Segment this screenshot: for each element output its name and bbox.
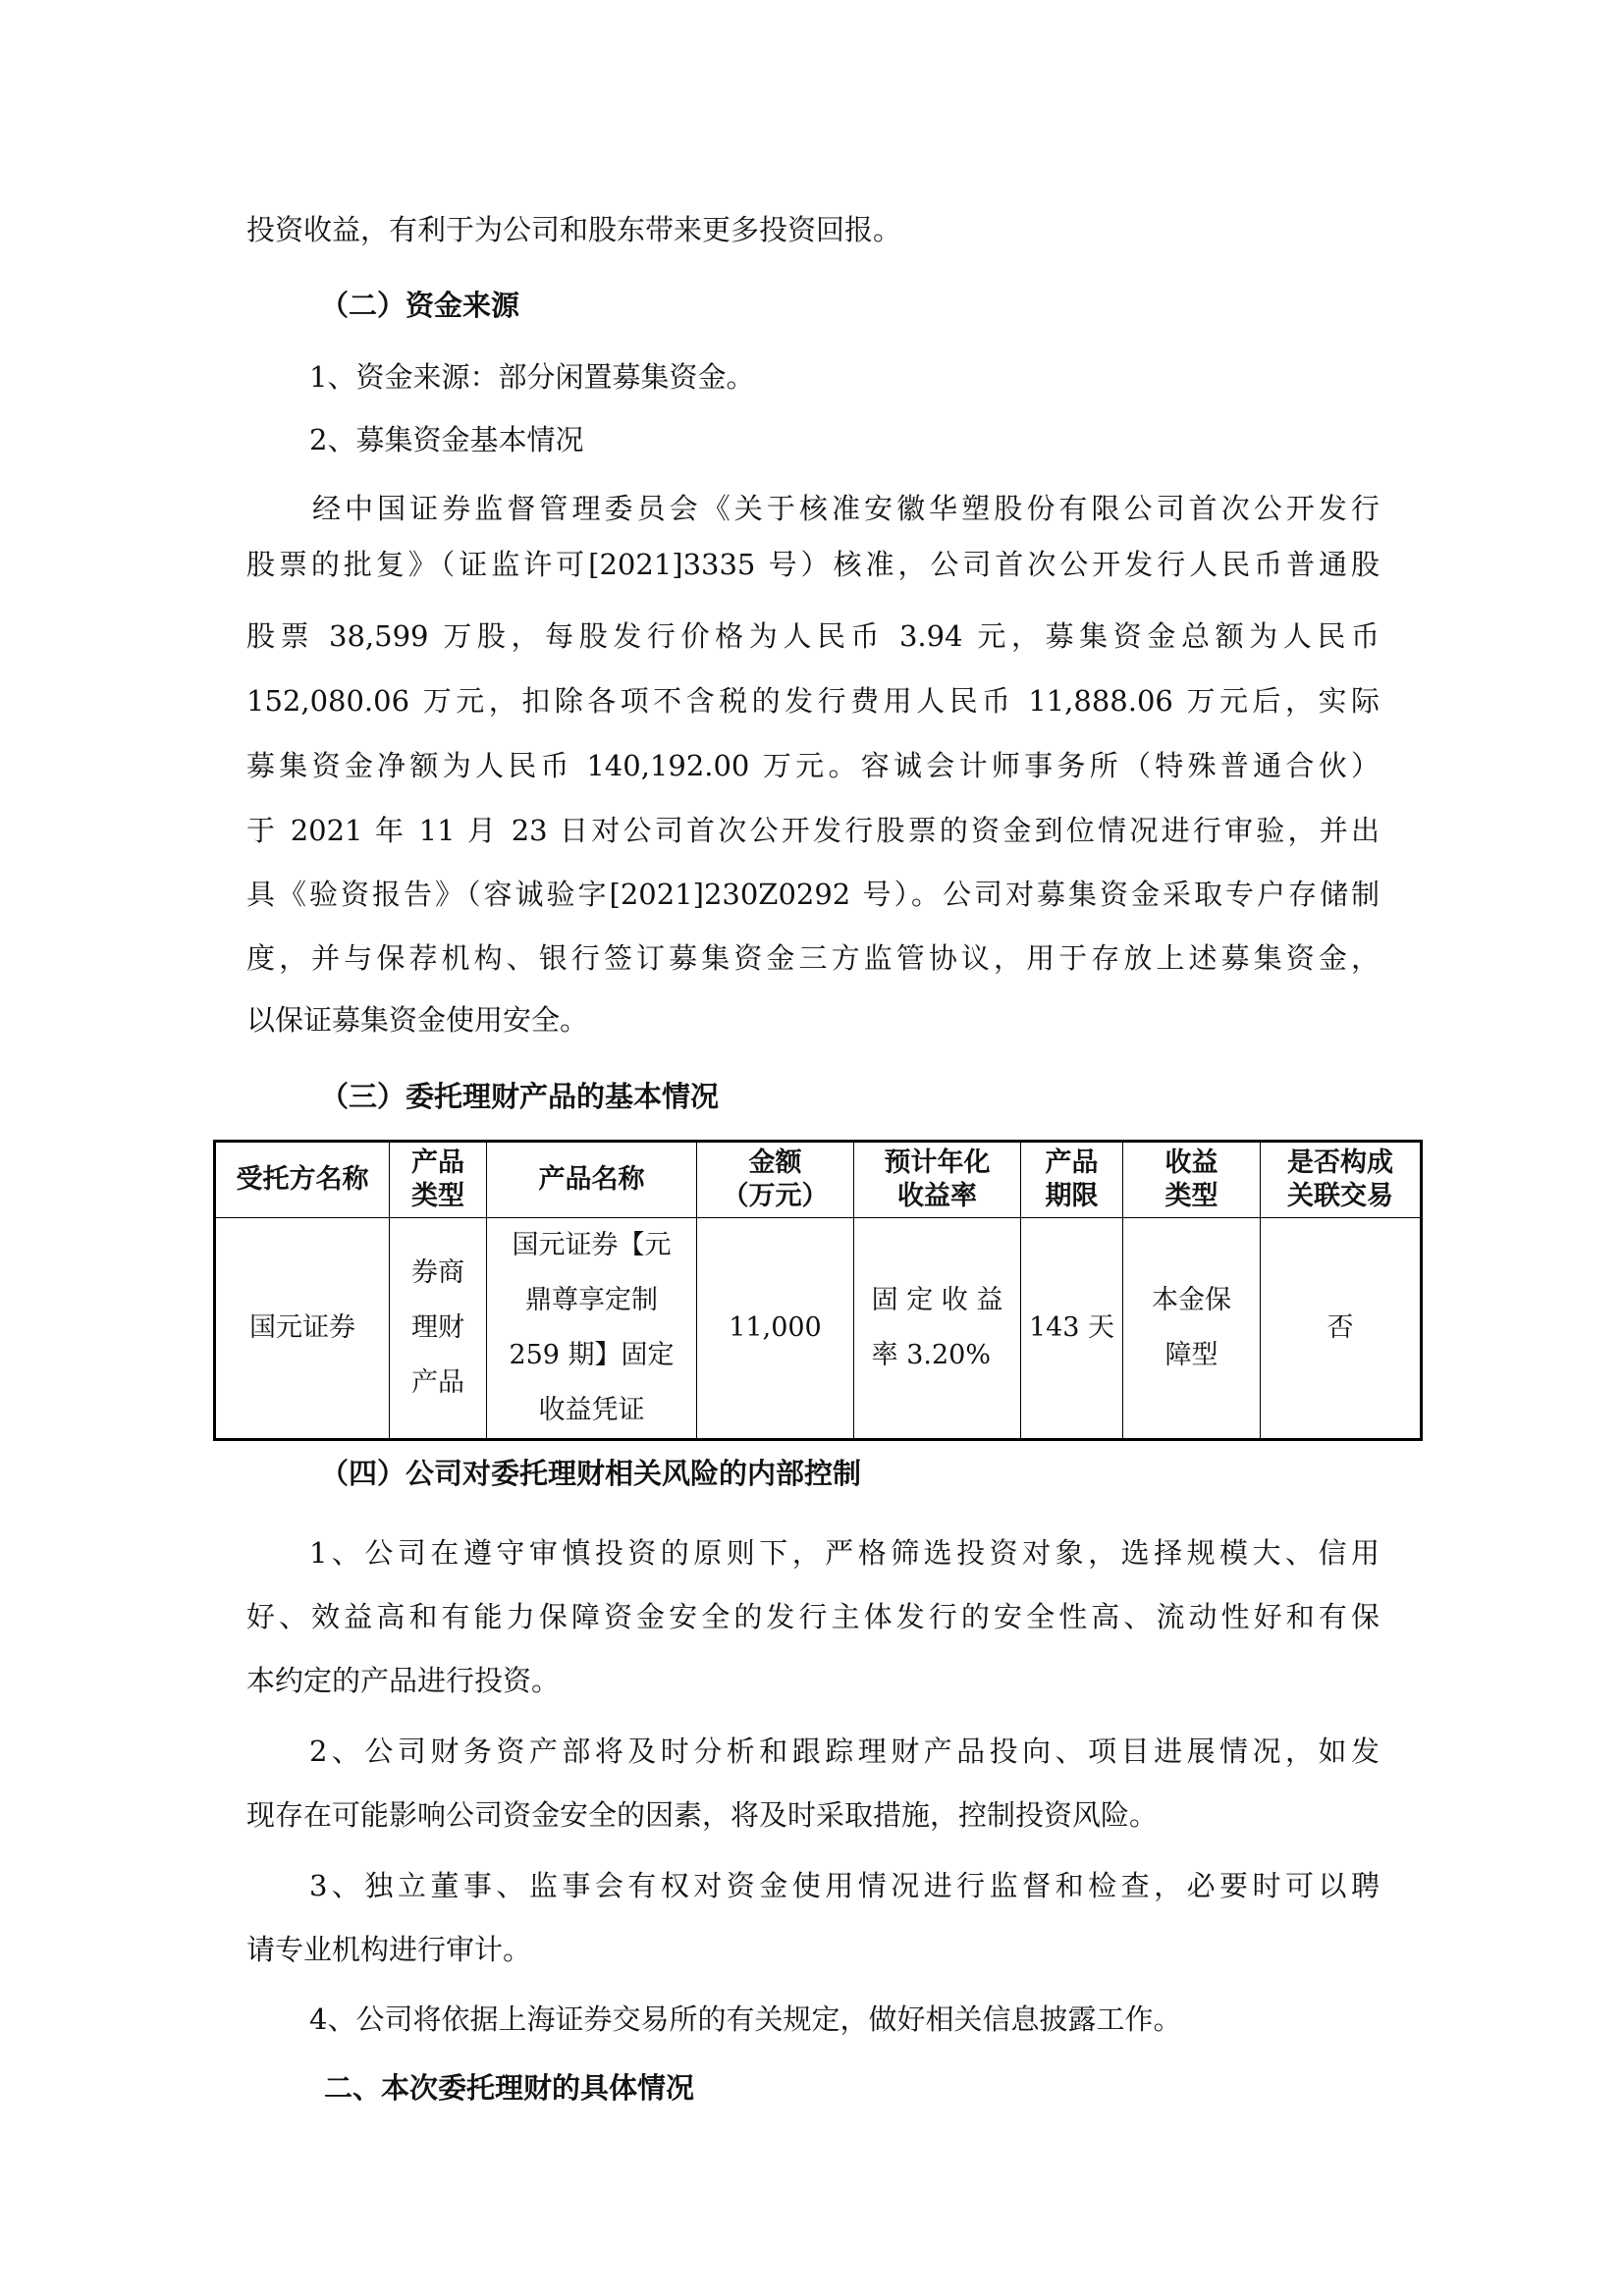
product-table	[213, 1140, 1423, 1441]
section-heading-product-overview: （三）委托理财产品的基本情况	[320, 1080, 720, 1113]
paragraph-line: 以保证募集资金使用安全。	[246, 1003, 589, 1037]
paragraph-line: 度，并与保荐机构、银行签订募集资金三方监管协议，用于存放上述募集资金，	[246, 941, 1380, 975]
paragraph-line: 请专业机构进行审计。	[246, 1933, 532, 1966]
table-row	[215, 1218, 1422, 1440]
paragraph-line: 1、公司在遵守审慎投资的原则下，严格筛选投资对象，选择规模大、信用	[309, 1536, 1380, 1570]
cell-related-party: 否	[1261, 1218, 1422, 1440]
paragraph-line: 2、公司财务资产部将及时分析和跟踪理财产品投向、项目进展情况，如发	[309, 1735, 1380, 1768]
cell-expected-yield: 固 定 收 益 率 3.20%	[854, 1218, 1021, 1440]
cell-term: 143 天	[1021, 1218, 1123, 1440]
paragraph-line: 具《验资报告》（容诚验字[2021]230Z0292 号）。公司对募集资金采取专户存储制	[246, 878, 1380, 911]
header-expected-yield: 预计年化 收益率	[854, 1142, 1021, 1218]
header-product-type: 产品 类型	[390, 1142, 487, 1218]
paragraph-line: 于 2021 年 11 月 23 日对公司首次公开发行股票的资金到位情况进行审验，并出	[246, 814, 1380, 847]
section-heading-specific-details: 二、本次委托理财的具体情况	[324, 2071, 695, 2105]
paragraph-line: 4、公司将依据上海证券交易所的有关规定，做好相关信息披露工作。	[309, 2002, 1182, 2036]
header-trustee: 受托方名称	[215, 1142, 390, 1218]
paragraph-line: 募集资金净额为人民币 140,192.00 万元。容诚会计师事务所（特殊普通合伙）	[246, 749, 1380, 782]
paragraph-line: 好、效益高和有能力保障资金安全的发行主体发行的安全性高、流动性好和有保	[246, 1600, 1380, 1633]
paragraph-line: 1、资金来源：部分闲置募集资金。	[309, 360, 755, 394]
paragraph-line: 2、募集资金基本情况	[309, 423, 584, 456]
header-related-party: 是否构成 关联交易	[1261, 1142, 1422, 1218]
cell-amount: 11,000	[697, 1218, 854, 1440]
cell-product-name: 国元证券【元 鼎尊享定制 259 期】固定 收益凭证	[487, 1218, 697, 1440]
paragraph-line: 152,080.06 万元，扣除各项不含税的发行费用人民币 11,888.06 万元后，实际	[246, 684, 1380, 718]
header-product-name: 产品名称	[487, 1142, 697, 1218]
header-term: 产品 期限	[1021, 1142, 1123, 1218]
paragraph-line: 经中国证券监督管理委员会《关于核准安徽华塑股份有限公司首次公开发行	[312, 492, 1380, 525]
cell-product-type: 券商 理财 产品	[390, 1218, 487, 1440]
paragraph-line: 投资收益，有利于为公司和股东带来更多投资回报。	[246, 213, 902, 246]
paragraph-line: 本约定的产品进行投资。	[246, 1664, 561, 1697]
paragraph-line: 3、独立董事、监事会有权对资金使用情况进行监督和检查，必要时可以聘	[309, 1869, 1380, 1902]
cell-return-type: 本金保 障型	[1123, 1218, 1261, 1440]
section-heading-risk-control: （四）公司对委托理财相关风险的内部控制	[320, 1457, 862, 1490]
cell-trustee: 国元证券	[215, 1218, 390, 1440]
header-return-type: 收益 类型	[1123, 1142, 1261, 1218]
table-header-row	[215, 1142, 1422, 1218]
paragraph-line: 股票 38,599 万股，每股发行价格为人民币 3.94 元，募集资金总额为人民币	[246, 619, 1380, 653]
paragraph-line: 现存在可能影响公司资金安全的因素，将及时采取措施，控制投资风险。	[246, 1798, 1159, 1832]
paragraph-line: 股票的批复》（证监许可[2021]3335 号）核准，公司首次公开发行人民币普通股	[246, 548, 1380, 581]
section-heading-funding-source: （二）资金来源	[320, 289, 520, 322]
header-amount: 金额 （万元）	[697, 1142, 854, 1218]
